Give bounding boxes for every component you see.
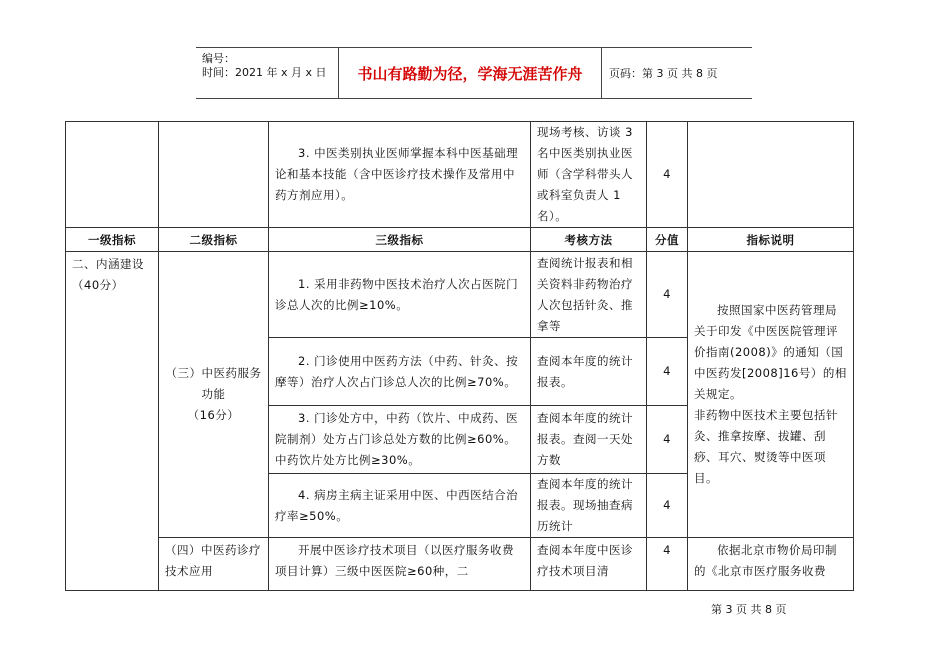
- column-header: 一级指标: [66, 228, 159, 252]
- note-paragraph: 非药物中医技术主要包括针灸、推拿按摩、拔罐、刮痧、耳穴、熨烫等中医项目。: [694, 408, 838, 485]
- level2-cell: （四）中医药诊疗技术应用: [159, 538, 269, 591]
- method-cell: 查阅本年度的统计报表。现场抽查病历统计: [531, 474, 647, 538]
- table-row: [66, 122, 854, 228]
- level3-cell: 3. 中医类别执业医师掌握本科中医基础理论和基本技能（含中医诊疗技术操作及常用中药方剂应用）。: [269, 122, 531, 228]
- method-cell: 查阅统计报表和相关资料非药物治疗人次包括针灸、推拿等: [531, 252, 647, 338]
- page-header: [196, 47, 752, 99]
- column-header: 分值: [647, 228, 688, 252]
- page-footer: 第 3 页 共 8 页: [711, 603, 787, 616]
- table-row: [66, 252, 854, 338]
- level3-cell: 3. 门诊处方中，中药（饮片、中成药、医院制剂）处方占门诊总处方数的比例≥60%。中药饮片处方比例≥30%。: [269, 406, 531, 474]
- header-motto: 书山有路勤为径，学海无涯苦作舟: [339, 48, 602, 98]
- method-cell: 现场考核、访谈 3 名中医类别执业医师（含学科带头人或科室负责人 1 名）。: [531, 122, 647, 228]
- cell-empty: [688, 122, 854, 228]
- cell-empty: [66, 122, 159, 228]
- level2-cell: [159, 252, 269, 538]
- level1-cell: 二、内涵建设（40分）: [66, 252, 159, 591]
- level3-cell: 1. 采用非药物中医技术治疗人次占医院门诊总人次的比例≥10%。: [269, 252, 531, 338]
- code-label: 编号：: [202, 52, 235, 65]
- score-cell: 4: [647, 538, 688, 591]
- score-cell: 4: [647, 122, 688, 228]
- level3-cell: 4. 病房主病主证采用中医、中西医结合治疗率≥50%。: [269, 474, 531, 538]
- method-cell: 查阅本年度中医诊疗技术项目清: [531, 538, 647, 591]
- note-cell: 依据北京市物价局印制的《北京市医疗服务收费: [688, 538, 854, 591]
- method-cell: 查阅本年度的统计报表。查阅一天处方数: [531, 406, 647, 474]
- level2-score: （16分）: [187, 408, 240, 422]
- table-row: [66, 538, 854, 591]
- column-header: 指标说明: [688, 228, 854, 252]
- table-header-row: [66, 228, 854, 252]
- column-header: 考核方法: [531, 228, 647, 252]
- score-cell: 4: [647, 252, 688, 338]
- score-cell: 4: [647, 474, 688, 538]
- time-label: 时间：2021 年 x 月 x 日: [202, 66, 327, 79]
- evaluation-table: [65, 121, 854, 591]
- method-cell: 查阅本年度的统计报表。: [531, 338, 647, 406]
- score-cell: 4: [647, 338, 688, 406]
- column-header: 二级指标: [159, 228, 269, 252]
- header-meta: [196, 48, 339, 98]
- header-page-label: 页码：第 3 页 共 8 页: [609, 67, 718, 80]
- score-cell: 4: [647, 406, 688, 474]
- level3-cell: 2. 门诊使用中医药方法（中药、针灸、按摩等）治疗人次占门诊总人次的比例≥70%。: [269, 338, 531, 406]
- note-paragraph: 按照国家中医药管理局关于印发《中医医院管理评价指南(2008)》的通知（国中医药发[2008]16号）的相关规定。: [694, 303, 847, 401]
- column-header: 三级指标: [269, 228, 531, 252]
- level3-cell: 开展中医诊疗技术项目（以医疗服务收费项目计算）三级中医医院≥60种，二: [269, 538, 531, 591]
- note-cell: [688, 252, 854, 538]
- level2-title: （三）中医药服务功能: [165, 366, 262, 401]
- cell-empty: [159, 122, 269, 228]
